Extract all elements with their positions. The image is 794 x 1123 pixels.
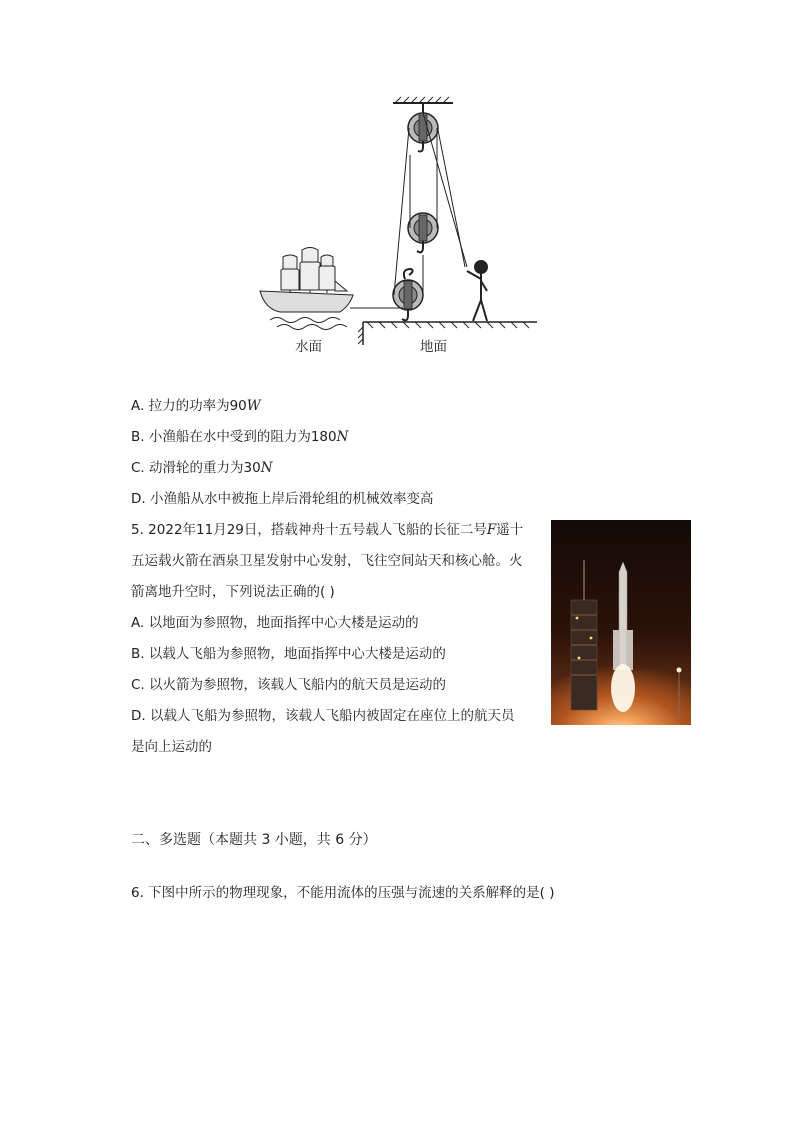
q6-stem: 6. 下图中所示的物理现象，不能用流体的压强与流速的关系解释的是( ) <box>131 885 555 901</box>
ropes <box>350 113 467 308</box>
ground <box>358 322 537 345</box>
q5-stem-line1-b: 遥十 <box>496 522 524 538</box>
q4-option-b-text: B. 小渔船在水中受到的阻力为180 <box>131 429 337 445</box>
q5-option-d: D. 以载人飞船为参照物，该载人飞船内被固定在座位上的航天员 <box>131 708 515 724</box>
q4-option-b <box>131 425 348 445</box>
q5-stem-line1-italic: F <box>486 522 497 538</box>
q5-stem-line3: 箭离地升空时，下列说法正确的( ) <box>131 584 335 600</box>
bottom-pulley <box>393 269 423 320</box>
q4-option-c-unit: N <box>260 460 273 476</box>
q5-stem-line1 <box>131 518 523 538</box>
ship <box>260 248 353 313</box>
fixed-pulley <box>408 113 438 152</box>
q5-option-d-continued: 是向上运动的 <box>131 739 212 755</box>
q5-option-c: C. 以火箭为参照物，该载人飞船内的航天员是运动的 <box>131 677 447 693</box>
q4-option-d <box>131 487 433 507</box>
q4-option-a-text: A. 拉力的功率为90 <box>131 398 247 414</box>
middle-pulley <box>408 213 438 252</box>
water-waves <box>270 318 347 330</box>
q5-option-a: A. 以地面为参照物，地面指挥中心大楼是运动的 <box>131 615 419 631</box>
q4-option-a-unit: W <box>246 398 261 414</box>
ground-label: 地面 <box>420 339 447 355</box>
q4-option-b-unit: N <box>336 429 349 445</box>
water-label: 水面 <box>295 339 322 355</box>
pulley-diagram-svg <box>255 95 545 355</box>
q5-stem-line1-a: 5. 2022年11月29日，搭载神舟十五号载人飞船的长征二号 <box>131 522 487 538</box>
q4-option-a <box>131 394 261 414</box>
ceiling-support <box>393 97 453 113</box>
q4-option-c-text: C. 动滑轮的重力为30 <box>131 460 261 476</box>
q5-stem-line2: 五运载火箭在酒泉卫星发射中心发射，飞往空间站天和核心舱。火 <box>131 553 523 569</box>
pulley-system-figure <box>255 95 545 355</box>
q4-option-c <box>131 456 273 476</box>
rocket-photo-svg <box>551 520 691 725</box>
rocket-launch-photo <box>551 520 691 725</box>
person-figure <box>467 261 487 321</box>
section-heading-multiple-choice: 二、多选题（本题共 3 小题，共 6 分） <box>131 832 377 848</box>
q5-option-b: B. 以载人飞船为参照物，地面指挥中心大楼是运动的 <box>131 646 446 662</box>
q4-option-d-text: D. 小渔船从水中被拖上岸后滑轮组的机械效率变高 <box>131 491 434 507</box>
